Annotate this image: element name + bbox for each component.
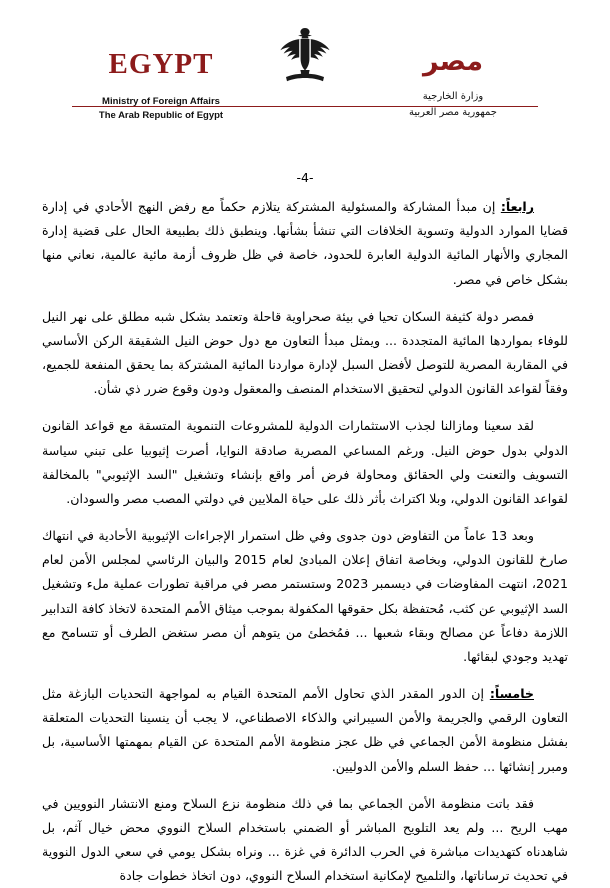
country-line-en: The Arab Republic of Egypt bbox=[98, 109, 224, 121]
letterhead-english-block bbox=[66, 50, 256, 123]
paragraph-text: إن الدور المقدر الذي تحاول الأمم المتحدة القيام به لمواجهة التحديات البازغة مثل التعاون الرقمي والجريمة والأمن السيبراني والذكاء الاصطناعي، لا يجب أن ينسينا التحديات المتعلقة بفشل منظومة الأمن الجماعي في ظل عجز منظومة الأمم المتحدة عن القيام بمهمتها الأساسية، بل ومبرر إنشائها ... حفظ السلم والأمن الدوليين. bbox=[42, 686, 568, 774]
paragraph-text: فمصر دولة كثيفة السكان تحيا في بيئة صحراوية قاحلة وتعتمد بشكل شبه مطلق على نهر النيل للوفاء بمواردها المائية المتجددة ... ويمثل مبدأ التعاون مع دول حوض النيل الشقيقة الركن الأساسي في المقاربة المصرية للتوصل لأفضل السبل لإدارة مواردنا المائية المشتركة بما يحقق المنفعة للجميع، وفقاً لقواعد القانون الدولي لتحقيق الاستخدام المنصف والمعقول ودون وقوع ضرر ذي شأن. bbox=[42, 308, 568, 397]
page-number: -4- bbox=[296, 170, 314, 185]
document-paragraph bbox=[42, 195, 568, 292]
document-paragraph bbox=[42, 524, 568, 669]
paragraph-text: وبعد 13 عاماً من التفاوض دون جدوى وفي ظل استمرار الإجراءات الإثيوبية الأحادية في انتهاك صارخ للقانون الدولي، وبخاصة اتفاق إعلان المبادئ لعام 2015 والبيان الرئاسي لمجلس الأمن لعام 2021، انتهت المفاوضات في ديسمبر 2023 وستستمر مصر في مراقبة تطورات عملية ملء وتشغيل السد الإثيوبي عن كثب، مُحتفظة بكل حقوقها المكفولة بموجب ميثاق الأمم المتحدة لاتخاذ كافة التدابير اللازمة دفاعاً عن مصالح وبقاء شعبها ... فمُخطئ من يتوهم أن مصر ستغض الطرف أو تتسامح مع تهديد وجودي لبقائها. bbox=[42, 528, 568, 664]
ministry-line-ar: وزارة الخارجية bbox=[422, 91, 484, 102]
country-title-en: EGYPT bbox=[108, 48, 214, 80]
document-paragraph bbox=[42, 682, 568, 779]
paragraph-text: لقد سعينا ومازالنا لجذب الاستثمارات الدولية للمشروعات التنموية المتسقة مع قواعد القانون الدولي بدول حوض النيل. ورغم المساعي المصرية صادقة النوايا، أصرت إثيوبيا على تبني سياسة التسويف والتعنت ولي الحقائق ومحاولة فرض أمر واقع بإنشاء وتشغيل "السد الإثيوبي" بالمخالفة لقواعد القانون الدولي، وبلا اكتراث بأثر ذلك على حياة الملايين في دولتي المصب مصر والسودان. bbox=[42, 418, 568, 506]
eagle-of-saladin-emblem bbox=[277, 26, 333, 86]
document-paragraph bbox=[42, 414, 568, 511]
letterhead bbox=[36, 18, 574, 128]
country-title-ar: مصر bbox=[422, 46, 484, 77]
document-paragraph bbox=[42, 305, 568, 402]
paragraph-text: إن مبدأ المشاركة والمسئولية المشتركة يتلازم حكماً مع رفض النهج الأحادي في إدارة قضايا الموارد الدولية وتسوية الخلافات التي تنشأ بشأنها. وينطبق ذلك بطبيعة الحال على قضية إدارة المجاري والأنهار المائية الدولية العابرة للحدود، خاصة في ظل ظروف أزمة مائية عالمية، نعاني منها بشكل خاص في مصر. bbox=[42, 199, 568, 287]
document-body bbox=[36, 195, 574, 888]
document-paragraph bbox=[42, 792, 568, 888]
ministry-line-en: Ministry of Foreign Affairs bbox=[102, 96, 220, 107]
paragraph-lead-label: رابعاً: bbox=[500, 199, 534, 214]
paragraph-lead-label: خامساً: bbox=[489, 686, 534, 702]
country-line-ar: جمهورية مصر العربية bbox=[409, 107, 497, 118]
letterhead-arabic-block bbox=[358, 48, 548, 121]
ministry-subtitle-ar bbox=[358, 89, 548, 121]
letterhead-divider bbox=[72, 106, 538, 107]
ministry-subtitle-en bbox=[66, 95, 256, 123]
paragraph-text: فقد باتت منظومة الأمن الجماعي بما في ذلك منظومة نزع السلاح ومنع الانتشار النوويين في مهب الريح ... ولم يعد التلويح المباشر أو الضمني باستخدام السلاح النووي محض خيال آثم، بل شاهدناه كتهديدات مباشرة في الحرب الدائرة في غزة ... ونراه بشكل يومي في سعي الدول النووية في تحديث ترساناتها، والتلميح لإمكانية استخدام السلاح النووي، دون اتخاذ خطوات جادة bbox=[42, 795, 568, 884]
